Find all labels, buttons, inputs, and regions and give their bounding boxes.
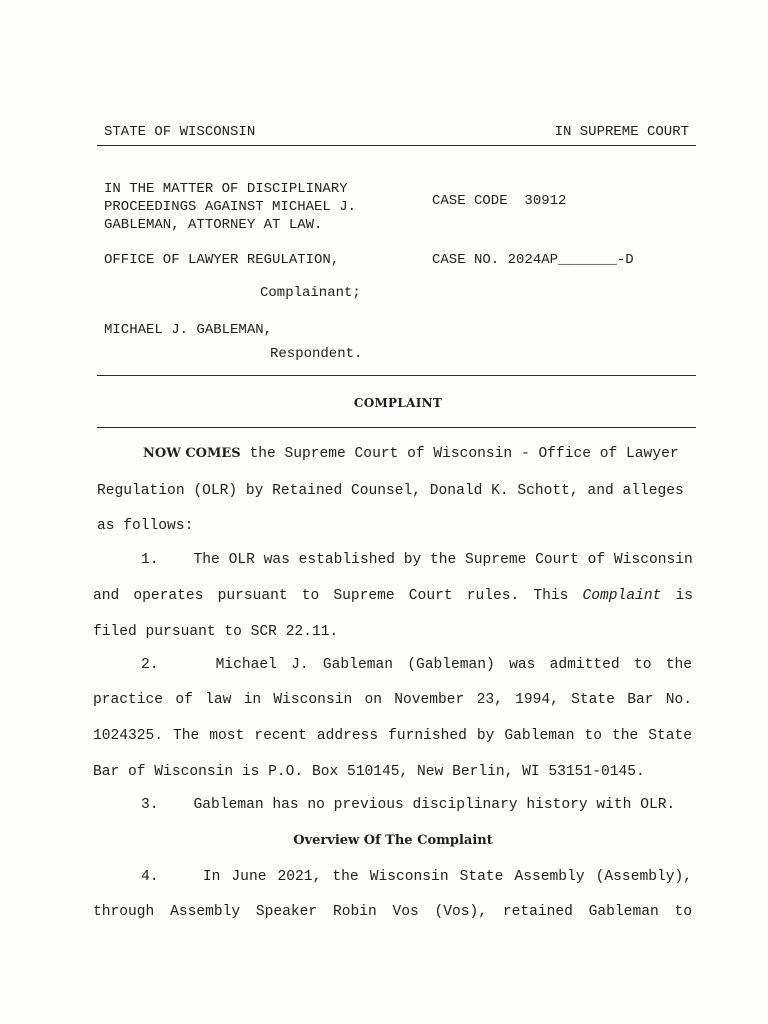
matter-line-3: GABLEMAN, ATTORNEY AT LAW. (104, 217, 323, 233)
intro-line-1 (95, 446, 693, 462)
court-state-label: STATE OF WISCONSIN (104, 124, 256, 140)
complainant-role: Complainant; (260, 285, 361, 301)
para-4-line-1: 4. In June 2021, the Wisconsin State Assembly (Assembly), (141, 869, 692, 885)
para-1-line-2-post: is (661, 588, 693, 604)
document-title: COMPLAINT (353, 396, 443, 410)
para-1-line-3: filed pursuant to SCR 22.11. (93, 624, 339, 640)
title-rule (97, 427, 696, 428)
case-number: CASE NO. 2024AP_______-D (432, 252, 634, 268)
overview-heading: Overview Of The Complaint (293, 833, 493, 848)
complainant-name: OFFICE OF LAWYER REGULATION, (104, 252, 340, 268)
caption-rule (97, 375, 696, 376)
para-2-line-3: 1024325. The most recent address furnished by Gableman to the State (93, 728, 692, 744)
para-2-line-2: practice of law in Wisconsin on November 23, 1994, State Bar No. (93, 692, 692, 708)
para-1-line-1: 1. The OLR was established by the Supreme Court of Wisconsin (141, 552, 693, 568)
complaint-italic: Complaint (582, 588, 662, 604)
para-1-line-2 (93, 588, 693, 604)
intro-line-2: Regulation (OLR) by Retained Counsel, Donald K. Schott, and alleges (97, 483, 684, 499)
para-3-line-1: 3. Gableman has no previous disciplinary history with OLR. (141, 797, 676, 813)
matter-line-2: PROCEEDINGS AGAINST MICHAEL J. (104, 199, 357, 215)
matter-line-1: IN THE MATTER OF DISCIPLINARY (104, 181, 348, 197)
para-4-line-2: through Assembly Speaker Robin Vos (Vos), retained Gableman to (93, 904, 692, 920)
respondent-name: MICHAEL J. GABLEMAN, (104, 322, 273, 338)
court-name-label: IN SUPREME COURT (554, 124, 689, 140)
intro-line-1-text: the Supreme Court of Wisconsin - Office of Lawyer (240, 446, 679, 462)
now-comes-lead: NOW COMES (143, 446, 241, 461)
para-2-line-1: 2. Michael J. Gableman (Gableman) was admitted to the (141, 657, 692, 673)
respondent-role: Respondent. (270, 346, 363, 362)
intro-line-3: as follows: (97, 518, 194, 534)
case-code: CASE CODE 30912 (432, 193, 567, 209)
para-1-line-2-pre: and operates pursuant to Supreme Court rules. This (93, 588, 583, 604)
header-rule (97, 145, 696, 146)
para-2-line-4: Bar of Wisconsin is P.O. Box 510145, New Berlin, WI 53151-0145. (93, 764, 645, 780)
